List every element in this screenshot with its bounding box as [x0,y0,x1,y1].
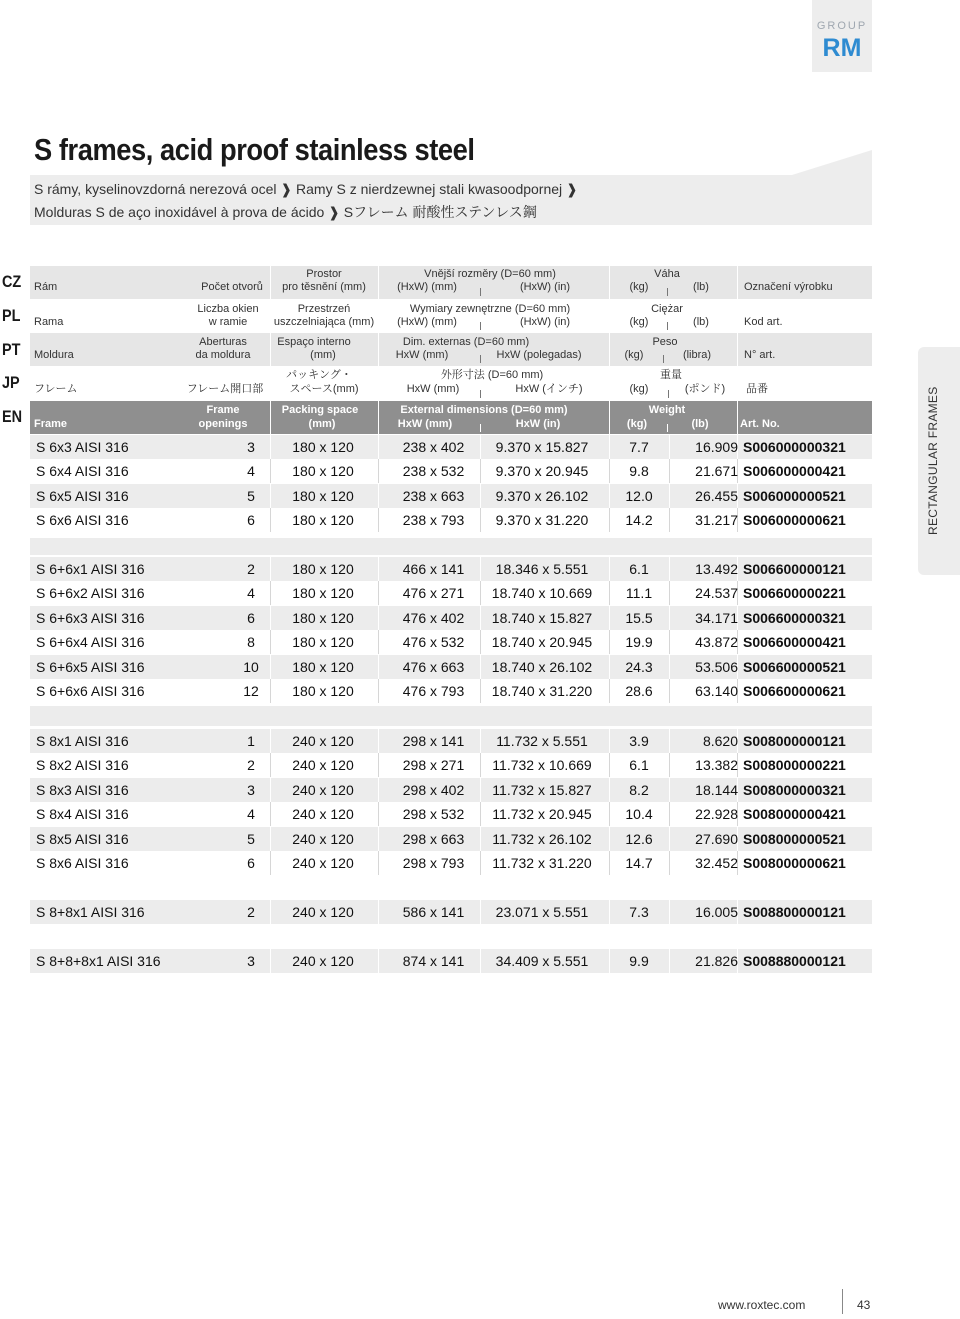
cell-lb: 53.506 [695,658,738,675]
header-openings: Frame [206,404,240,416]
lang-pt: PT [2,340,21,359]
cell-kg: 28.6 [625,683,653,699]
header-lb: (lb) [691,418,709,430]
table-row [30,459,872,483]
header-in: HxW (in) [515,418,561,430]
header-lb: (lb) [693,316,709,328]
side-tab [918,347,960,575]
row-column-divider [609,459,610,483]
header-tick [663,355,664,363]
cell-in: 11.732 x 26.102 [492,830,592,847]
header-weight: Ciężar [651,303,683,315]
header-external: External dimensions (D=60 mm) [400,404,568,416]
row-column-divider [609,802,610,826]
side-tab-label: RECTANGULAR FRAMES [926,386,940,535]
cell-in: 9.370 x 15.827 [495,439,589,455]
cell-name: S 6x5 AISI 316 [36,487,129,504]
cell-mm: 298 x 141 [402,733,465,749]
header-in: (HxW) (in) [519,316,571,328]
header-openings-2: da moldura [195,349,251,361]
cell-kg: 7.3 [629,904,649,920]
header-packing-unit: スペース(mm) [289,383,359,395]
header-openings-2: openings [198,418,248,430]
cell-kg: 6.1 [629,561,649,577]
header-jp [30,366,872,401]
cell-in: 18.740 x 20.945 [491,634,593,651]
cell-art: S006000000421 [743,463,846,480]
cell-lb: 63.140 [695,683,738,699]
cell-name: S 6+6x1 AISI 316 [36,561,145,577]
cell-kg: 24.3 [625,658,653,675]
cell-openings: 4 [247,806,255,823]
cell-mm: 298 x 402 [402,781,465,798]
cell-name: S 8x1 AISI 316 [36,733,129,749]
cell-kg: 10.4 [625,806,653,823]
cell-packing: 180 x 120 [292,512,354,529]
cell-art: S006600000321 [743,609,846,626]
cell-openings: 2 [247,904,255,920]
table-row [30,851,872,875]
table-row [30,484,872,508]
header-art: Označení výrobku [744,281,833,293]
cell-in: 9.370 x 31.220 [495,512,589,529]
cell-in: 18.740 x 15.827 [491,609,593,626]
header-lb: (lb) [693,281,709,293]
header-packing: Packing space [281,404,359,416]
header-art: N° art. [744,349,776,361]
cell-art: S006000000621 [743,512,846,529]
table-row [30,630,872,654]
cell-lb: 26.455 [695,487,738,504]
header-in: HxW (インチ) [515,383,583,395]
row-column-divider [609,557,610,581]
cell-name: S 6+6x5 AISI 316 [36,658,145,675]
cell-lb: 22.928 [695,806,738,823]
cell-mm: 238 x 402 [402,439,465,455]
cell-openings: 6 [247,512,255,529]
cell-in: 11.732 x 20.945 [492,806,592,823]
header-tick [480,322,481,330]
page-title: S frames, acid proof stainless steel [34,132,475,167]
header-tick [668,390,669,398]
footer-url[interactable]: www.roxtec.com [718,1298,806,1312]
header-lb: (libra) [682,349,712,361]
header-column-divider [270,266,271,434]
header-tick [667,424,668,432]
row-column-divider [609,581,610,605]
header-tick [480,424,481,432]
row-column-divider [609,753,610,777]
cell-in: 18.740 x 10.669 [491,585,593,602]
table-row [30,557,872,581]
group-spacer [30,706,872,726]
header-mm: HxW (mm) [406,383,460,395]
cell-mm: 476 x 663 [402,658,465,675]
cell-name: S 6+6x6 AISI 316 [36,683,145,699]
cell-packing: 240 x 120 [292,781,354,798]
header-cz [30,266,872,299]
cell-in: 11.732 x 31.220 [492,855,592,871]
group-spacer [30,538,872,555]
cell-packing: 180 x 120 [292,487,354,504]
cell-packing: 240 x 120 [292,806,354,823]
cell-packing: 240 x 120 [292,855,354,871]
header-weight: Weight [648,404,686,416]
cell-art: S008000000521 [743,830,846,847]
cell-openings: 3 [247,953,255,969]
cell-in: 9.370 x 20.945 [495,463,589,480]
cell-lb: 24.537 [695,585,738,602]
row-column-divider [609,778,610,802]
cell-mm: 466 x 141 [402,561,465,577]
cell-lb: 16.005 [695,904,738,920]
cell-packing: 240 x 120 [292,904,354,920]
cell-art: S008000000321 [743,781,846,798]
cell-name: S 8x4 AISI 316 [36,806,129,823]
table-row [30,606,872,630]
header-mm: (HxW) (mm) [397,281,457,293]
cell-art: S006600000521 [743,658,846,675]
lang-pl: PL [2,306,21,325]
header-art: Kod art. [744,316,783,328]
row-column-divider [609,949,610,973]
cell-packing: 180 x 120 [292,609,354,626]
footer-divider [842,1289,843,1314]
header-in: HxW (polegadas) [496,349,582,361]
page-number: 43 [857,1298,871,1312]
header-lb: (ポンド) [684,383,726,395]
row-column-divider [609,435,610,459]
header-frame: Rama [34,316,64,328]
subtitle-box [30,175,872,225]
cell-packing: 240 x 120 [292,733,354,749]
cell-mm: 476 x 271 [402,585,465,602]
header-art: 品番 [746,383,768,395]
header-openings-2: w ramie [208,316,248,328]
cell-in: 11.732 x 5.551 [496,733,588,749]
cell-lb: 27.690 [695,830,738,847]
header-column-divider [737,266,738,434]
cell-mm: 476 x 793 [402,683,465,699]
header-packing: Prostor [306,268,342,280]
cell-kg: 8.2 [629,781,649,798]
row-column-divider [609,827,610,851]
cell-openings: 1 [247,733,255,749]
cell-packing: 180 x 120 [292,658,354,675]
header-en [30,401,872,434]
lang-cz: CZ [2,272,22,291]
cell-lb: 13.492 [695,561,738,577]
header-art: Art. No. [740,418,780,430]
row-column-divider [609,484,610,508]
cell-lb: 31.217 [695,512,738,529]
table-row [30,508,872,532]
cell-mm: 238 x 663 [402,487,465,504]
table-row [30,949,872,973]
row-column-divider [609,508,610,532]
header-frame: Moldura [34,349,74,361]
header-kg: (kg) [624,349,644,361]
row-column-divider [609,606,610,630]
cell-kg: 12.6 [625,830,653,847]
cell-kg: 12.0 [625,487,653,504]
subtitle-wedge [792,150,872,175]
header-packing: Espaço interno [277,336,351,348]
cell-name: S 8+8+8x1 AISI 316 [36,953,161,969]
table-row [30,435,872,459]
header-tick [480,390,481,398]
cell-kg: 9.9 [629,953,649,969]
cell-mm: 586 x 141 [402,904,465,920]
cell-packing: 240 x 120 [292,830,354,847]
cell-name: S 6x3 AISI 316 [36,439,129,455]
subtitle-line-2: Molduras S de aço inoxidável à prova de ácido ❱ Sフレーム 耐酸性ステンレス鋼 [34,204,537,220]
cell-in: 18.346 x 5.551 [495,561,589,577]
cell-art: S008000000121 [743,733,846,749]
brand-code: RM [822,34,862,62]
cell-in: 18.740 x 26.102 [491,658,593,675]
header-packing-unit: (mm) [308,418,336,430]
cell-lb: 16.909 [695,439,738,455]
cell-in: 18.740 x 31.220 [491,683,593,699]
cell-kg: 15.5 [625,609,653,626]
header-column-divider [609,266,610,434]
cell-mm: 238 x 532 [402,463,465,480]
table-row [30,679,872,703]
header-packing-unit: pro těsnění (mm) [282,281,366,293]
cell-art: S006000000521 [743,487,846,504]
header-external: Dim. externas (D=60 mm) [402,336,530,348]
header-pl [30,300,872,333]
cell-name: S 8+8x1 AISI 316 [36,904,145,920]
row-column-divider [609,679,610,703]
cell-in: 34.409 x 5.551 [495,953,589,969]
header-column-divider [378,266,379,434]
header-frame: Rám [34,281,58,293]
cell-name: S 6x6 AISI 316 [36,512,129,529]
cell-packing: 180 x 120 [292,561,354,577]
table-row [30,655,872,679]
cell-kg: 7.7 [629,439,649,455]
header-weight: 重量 [660,369,682,381]
cell-art: S006600000621 [743,683,846,699]
table-row [30,729,872,753]
cell-lb: 13.382 [695,757,738,774]
cell-art: S008800000121 [743,904,846,920]
cell-kg: 14.2 [625,512,653,529]
cell-openings: 8 [247,634,255,651]
header-mm: HxW (mm) [397,418,453,430]
cell-mm: 476 x 532 [402,634,465,651]
cell-openings: 3 [247,781,255,798]
cell-mm: 298 x 793 [402,855,465,871]
cell-openings: 2 [247,757,255,774]
cell-packing: 180 x 120 [292,463,354,480]
cell-packing: 240 x 120 [292,757,354,774]
cell-packing: 180 x 120 [292,439,354,455]
cell-openings: 5 [247,830,255,847]
cell-kg: 6.1 [629,757,649,774]
brand-group-label: GROUP [816,20,868,32]
cell-name: S 6x4 AISI 316 [36,463,129,480]
header-packing-unit: (mm) [310,349,336,361]
row-column-divider [609,630,610,654]
row-column-divider [609,729,610,753]
header-packing: Przestrzeń [297,303,351,315]
header-frame: Frame [34,418,68,430]
header-mm: (HxW) (mm) [397,316,457,328]
subtitle-line-1: S rámy, kyselinovzdorná nerezová ocel ❱ Ramy S z nierdzewnej stali kwasoodpornej ❱ [34,181,578,197]
header-openings: Aberturas [199,336,247,348]
header-tick [480,355,481,363]
cell-lb: 21.826 [695,953,738,969]
cell-in: 11.732 x 15.827 [492,781,592,798]
cell-kg: 3.9 [629,733,649,749]
cell-kg: 11.1 [625,585,653,602]
table-row [30,778,872,802]
cell-art: S008000000421 [743,806,846,823]
cell-lb: 21.671 [695,463,738,480]
lang-en: EN [2,407,23,426]
cell-name: S 8x3 AISI 316 [36,781,129,798]
cell-mm: 238 x 793 [402,512,465,529]
cell-kg: 9.8 [629,463,649,480]
cell-name: S 8x2 AISI 316 [36,757,129,774]
row-column-divider [609,655,610,679]
cell-name: S 8x5 AISI 316 [36,830,129,847]
header-weight: Váha [654,268,680,280]
cell-openings: 4 [247,585,255,602]
cell-name: S 6+6x2 AISI 316 [36,585,145,602]
table-row [30,827,872,851]
table-row [30,802,872,826]
header-external: Wymiary zewnętrzne (D=60 mm) [409,303,571,315]
header-openings: フレーム開口部 [186,383,264,395]
cell-art: S006600000421 [743,634,846,651]
cell-packing: 240 x 120 [292,953,354,969]
cell-openings: 3 [247,439,255,455]
cell-openings: 5 [247,487,255,504]
cell-lb: 43.872 [695,634,738,651]
cell-art: S006600000121 [743,561,846,577]
cell-name: S 6+6x4 AISI 316 [36,634,145,651]
cell-openings: 6 [247,855,255,871]
table-row [30,753,872,777]
header-external: Vnější rozměry (D=60 mm) [424,268,556,280]
cell-art: S008880000121 [743,953,846,969]
header-tick [667,288,668,296]
header-weight: Peso [652,336,678,348]
row-column-divider [609,851,610,875]
header-tick [480,288,481,296]
cell-kg: 14.7 [625,855,653,871]
cell-kg: 19.9 [625,634,653,651]
cell-in: 11.732 x 10.669 [492,757,592,774]
header-external: 外形寸法 (D=60 mm) [440,369,544,381]
header-kg: (kg) [629,281,649,293]
header-in: (HxW) (in) [519,281,571,293]
cell-packing: 180 x 120 [292,634,354,651]
brand-badge [812,0,872,72]
cell-openings: 4 [247,463,255,480]
cell-art: S006600000221 [743,585,846,602]
cell-lb: 32.452 [695,855,738,871]
cell-in: 9.370 x 26.102 [495,487,589,504]
row-column-divider [609,900,610,924]
cell-art: S006000000321 [743,439,846,455]
header-packing-unit: uszczelniająca (mm) [273,316,375,328]
cell-openings: 2 [247,561,255,577]
header-packing: パッキング・ [286,369,352,381]
cell-in: 23.071 x 5.551 [495,904,589,920]
cell-name: S 6+6x3 AISI 316 [36,609,145,626]
header-frame: フレーム [34,383,78,395]
cell-openings: 12 [243,683,259,699]
header-pt [30,333,872,366]
header-openings: Liczba okien [197,303,259,315]
cell-lb: 18.144 [695,781,738,798]
cell-lb: 34.171 [695,609,738,626]
cell-mm: 298 x 532 [402,806,465,823]
header-tick [667,322,668,330]
lang-jp: JP [2,373,20,392]
cell-openings: 6 [247,609,255,626]
header-kg: (kg) [629,383,649,395]
cell-mm: 298 x 663 [402,830,465,847]
header-mm: HxW (mm) [395,349,449,361]
cell-art: S008000000621 [743,855,846,871]
cell-name: S 8x6 AISI 316 [36,855,129,871]
header-openings: Počet otvorů [201,281,263,293]
cell-lb: 8.620 [702,733,738,749]
table-row [30,581,872,605]
cell-mm: 476 x 402 [402,609,465,626]
header-kg: (kg) [629,316,649,328]
cell-packing: 180 x 120 [292,683,354,699]
cell-mm: 298 x 271 [402,757,465,774]
cell-openings: 10 [243,658,259,675]
cell-art: S008000000221 [743,757,846,774]
header-kg: (kg) [626,418,648,430]
cell-packing: 180 x 120 [292,585,354,602]
cell-mm: 874 x 141 [402,953,465,969]
table-row [30,900,872,924]
